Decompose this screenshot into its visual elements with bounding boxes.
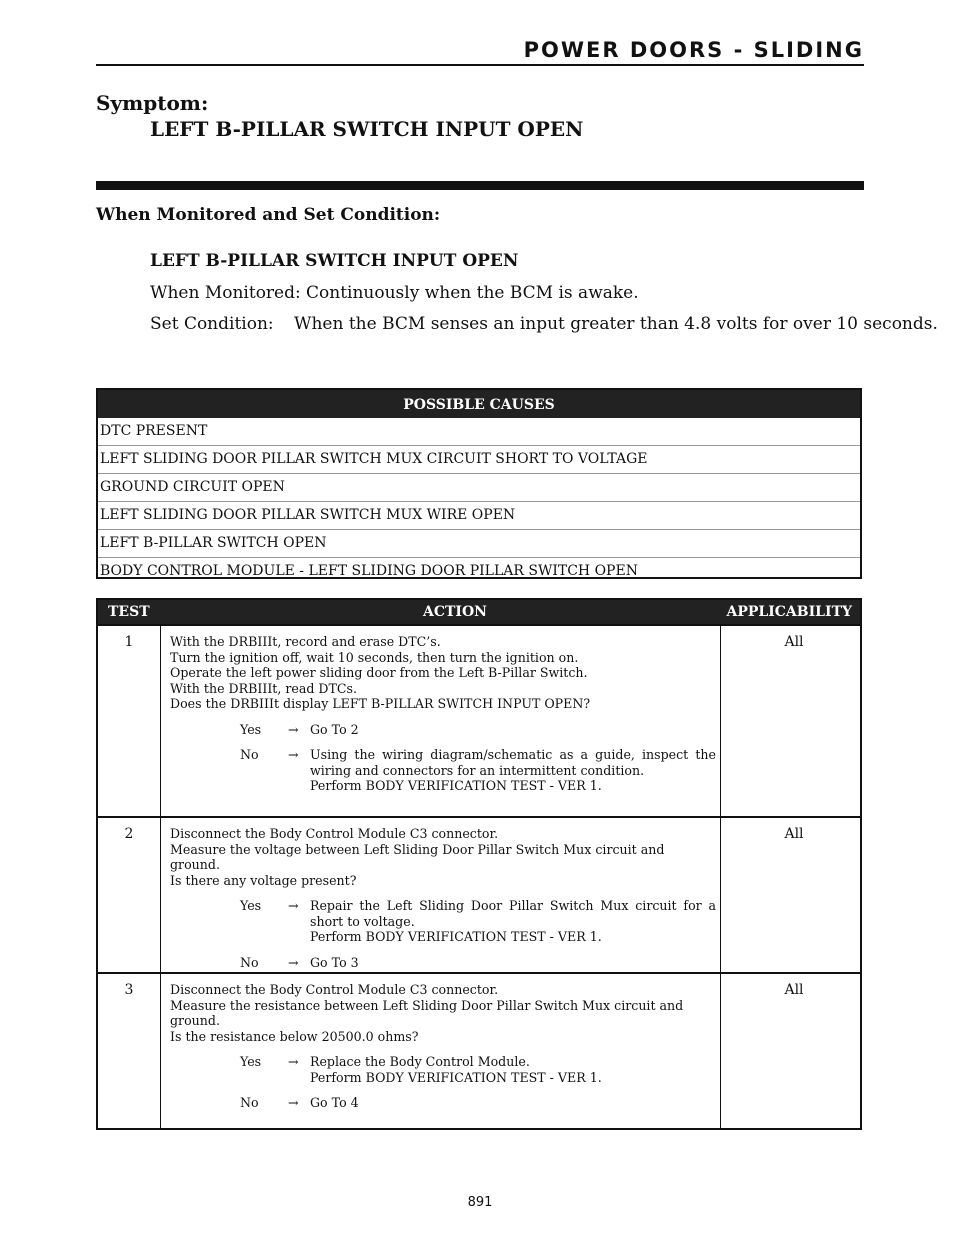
section-title: POWER DOORS - SLIDING <box>523 38 864 62</box>
action-line: Measure the voltage between Left Sliding Door Pillar Switch Mux circuit and ground. <box>170 841 665 872</box>
no-answer <box>170 955 716 971</box>
yes-answer-text <box>310 722 716 738</box>
action-line: With the DRBIIIt, read DTCs. <box>170 680 358 696</box>
test-number: 2 <box>124 826 134 842</box>
no-answer <box>170 1095 716 1111</box>
test-table-header <box>98 600 860 624</box>
symptom-name: LEFT B-PILLAR SWITCH INPUT OPEN <box>150 117 584 141</box>
answer-line: Repair the Left Sliding Door Pillar Switch Mux circuit for a short to voltage. <box>310 898 716 929</box>
no-answer-text <box>310 955 716 971</box>
yes-answer-label: Yes <box>240 1054 262 1069</box>
cause-item: BODY CONTROL MODULE - LEFT SLIDING DOOR PILLAR SWITCH OPEN <box>100 563 638 579</box>
action-line: Turn the ignition off, wait 10 seconds, then turn the ignition on. <box>170 649 579 665</box>
yes-answer-text <box>310 898 716 945</box>
set-condition-label: Set Condition: <box>150 314 274 334</box>
cause-item: LEFT B-PILLAR SWITCH OPEN <box>98 530 860 558</box>
monitor-heading: When Monitored and Set Condition: <box>96 205 441 225</box>
no-answer <box>170 747 716 794</box>
arrow-icon: → <box>288 954 299 970</box>
col-applicability: APPLICABILITY <box>726 604 852 620</box>
answer-line: Perform BODY VERIFICATION TEST - VER 1. <box>310 1069 602 1085</box>
column-divider <box>720 626 721 816</box>
cause-item: DTC PRESENT <box>98 418 860 446</box>
test-row <box>98 972 860 1128</box>
test-row <box>98 624 860 816</box>
yes-answer-label: Yes <box>240 721 262 737</box>
test-action <box>170 818 716 970</box>
thick-rule <box>96 181 864 190</box>
no-answer-label: No <box>240 1095 259 1110</box>
action-line: Disconnect the Body Control Module C3 connector. <box>170 982 499 997</box>
possible-causes-table <box>96 388 862 579</box>
col-test: TEST <box>108 604 150 620</box>
answer-line: Perform BODY VERIFICATION TEST - VER 1. <box>310 778 602 793</box>
yes-answer-label: Yes <box>240 898 262 913</box>
action-line: Disconnect the Body Control Module C3 connector. <box>170 826 499 841</box>
arrow-icon: → <box>288 898 299 913</box>
no-answer-label: No <box>240 747 259 762</box>
test-action <box>170 626 716 794</box>
action-line: Operate the left power sliding door from the Left B-Pillar Switch. <box>170 665 588 680</box>
yes-answer <box>170 1054 716 1085</box>
arrow-icon: → <box>288 1054 299 1069</box>
cause-item: LEFT SLIDING DOOR PILLAR SWITCH MUX CIRCUIT SHORT TO VOLTAGE <box>98 446 860 474</box>
test-applicability: All <box>784 634 804 650</box>
arrow-icon: → <box>288 747 299 762</box>
test-applicability: All <box>784 982 804 998</box>
test-number: 1 <box>124 634 134 650</box>
when-monitored-label: When Monitored: <box>150 283 301 303</box>
yes-answer-text <box>310 1054 716 1085</box>
no-answer-label: No <box>240 954 259 970</box>
page-number: 891 <box>467 1195 493 1210</box>
col-action: ACTION <box>423 604 487 620</box>
yes-answer <box>170 722 716 738</box>
cause-item: LEFT SLIDING DOOR PILLAR SWITCH MUX WIRE OPEN <box>98 502 860 530</box>
answer-line: Replace the Body Control Module. <box>310 1054 530 1069</box>
test-number: 3 <box>124 982 134 998</box>
column-divider <box>160 974 161 1128</box>
yes-answer <box>170 898 716 945</box>
answer-line: Perform BODY VERIFICATION TEST - VER 1. <box>310 929 602 944</box>
answer-line: Go To 4 <box>310 1095 359 1110</box>
arrow-icon: → <box>288 721 299 737</box>
set-condition-value: When the BCM senses an input greater than 4.8 volts for over 10 seconds. <box>294 314 938 334</box>
column-divider <box>720 818 721 972</box>
test-row <box>98 816 860 972</box>
possible-causes-header: POSSIBLE CAUSES <box>98 390 860 418</box>
symptom-label: Symptom: <box>96 91 209 115</box>
action-line: With the DRBIIIt, record and erase DTC’s. <box>170 634 441 649</box>
when-monitored <box>150 283 639 303</box>
test-rows <box>98 624 860 1128</box>
test-table <box>96 598 862 1130</box>
column-divider <box>160 626 161 816</box>
action-line: Measure the resistance between Left Sliding Door Pillar Switch Mux circuit and ground. <box>170 997 684 1028</box>
answer-line: Go To 3 <box>310 954 359 970</box>
column-divider <box>720 974 721 1128</box>
test-action <box>170 974 716 1111</box>
action-line: Does the DRBIIIt display LEFT B-PILLAR SWITCH INPUT OPEN? <box>170 696 591 711</box>
arrow-icon: → <box>288 1095 299 1110</box>
answer-line: Go To 2 <box>310 721 359 737</box>
monitor-name: LEFT B-PILLAR SWITCH INPUT OPEN <box>150 251 519 271</box>
header-rule <box>96 64 864 66</box>
action-line: Is the resistance below 20500.0 ohms? <box>170 1028 419 1044</box>
no-answer-text <box>310 1095 716 1111</box>
set-condition <box>150 314 938 334</box>
test-applicability: All <box>784 826 804 842</box>
when-monitored-value: Continuously when the BCM is awake. <box>306 283 639 303</box>
cause-item: GROUND CIRCUIT OPEN <box>98 474 860 502</box>
answer-line: Using the wiring diagram/schematic as a guide, inspect the wiring and connectors for an intermittent condition. <box>310 747 716 778</box>
action-line: Is there any voltage present? <box>170 872 357 888</box>
column-divider <box>160 818 161 972</box>
no-answer-text <box>310 747 716 794</box>
